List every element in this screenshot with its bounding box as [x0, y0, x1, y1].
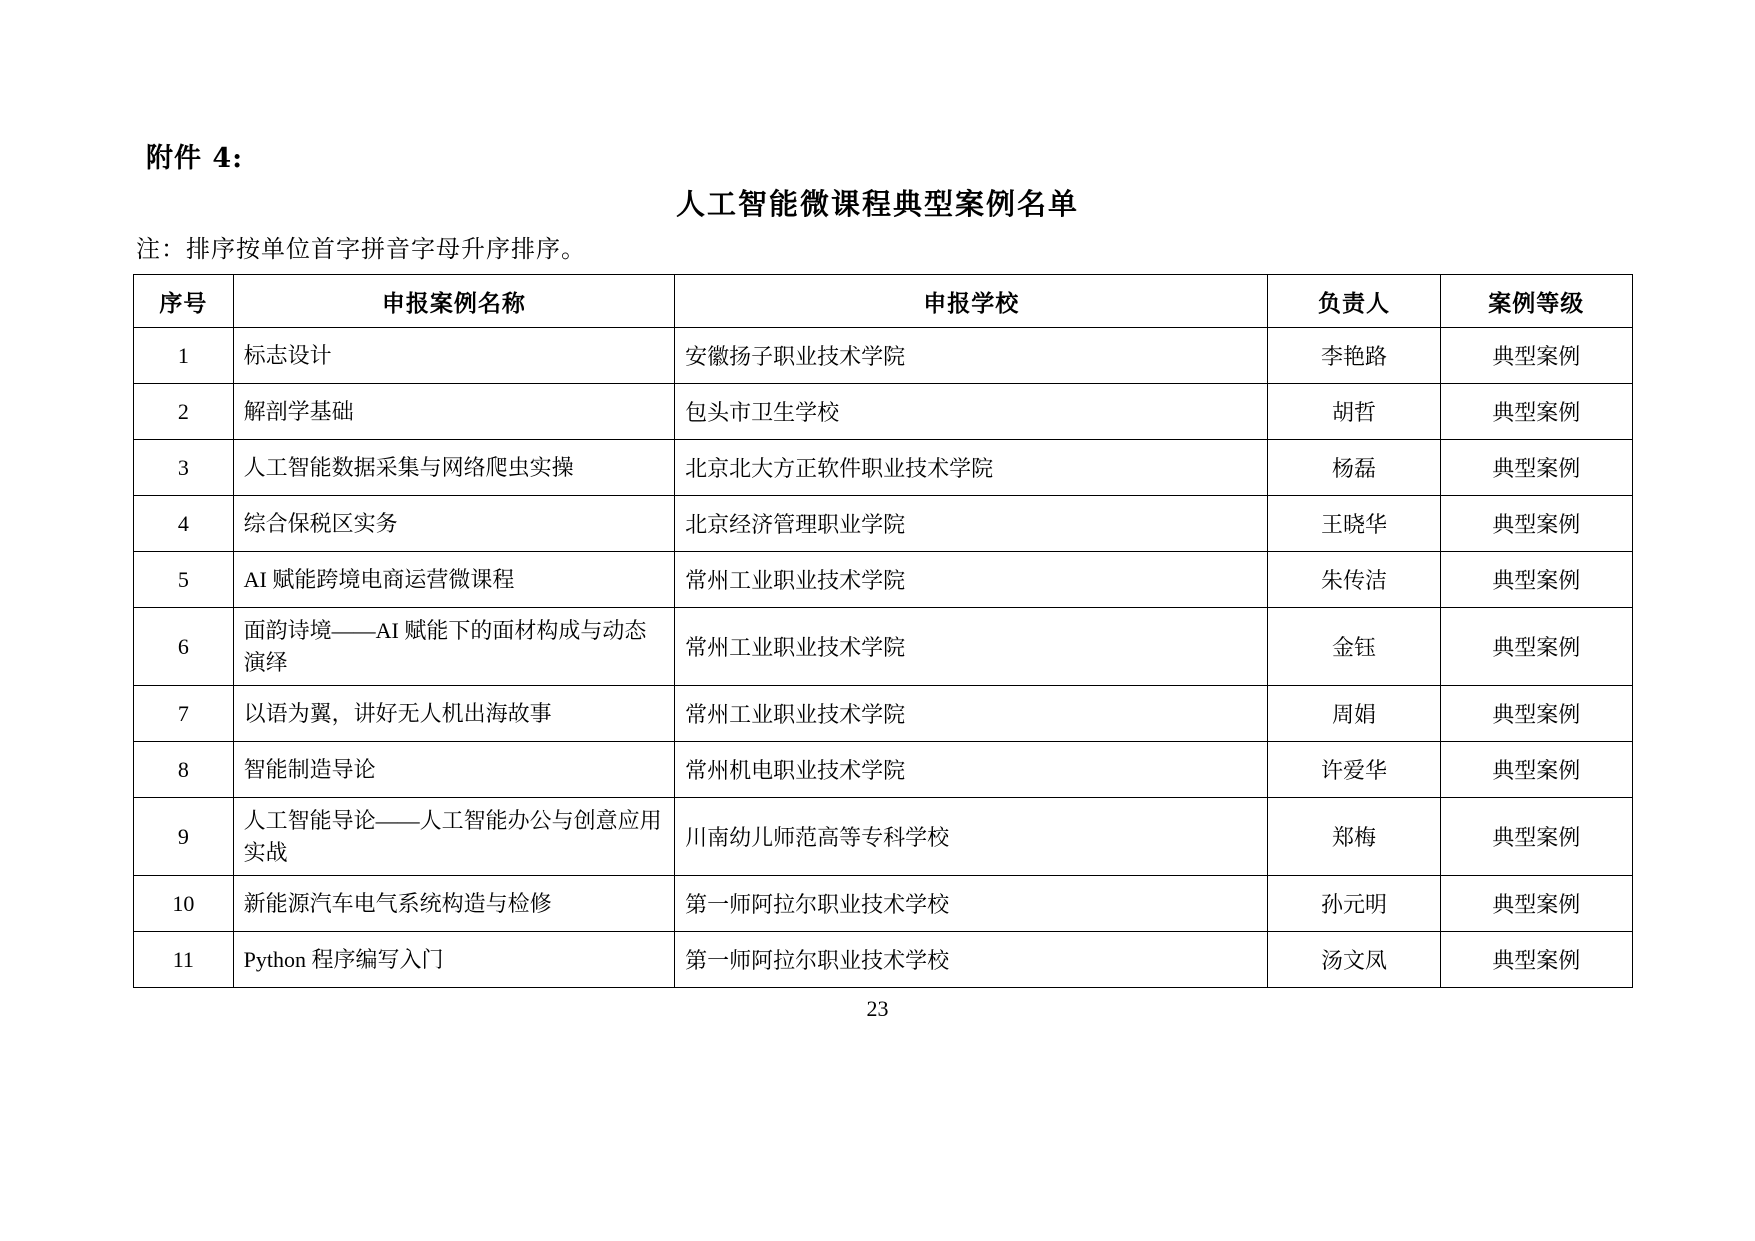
cell-case-name: 新能源汽车电气系统构造与检修	[233, 876, 675, 932]
cell-case-name: AI 赋能跨境电商运营微课程	[233, 552, 675, 608]
cell-school: 常州工业职业技术学院	[675, 552, 1268, 608]
cell-index: 6	[134, 608, 234, 686]
table-header	[134, 275, 1633, 328]
table-body	[134, 328, 1633, 988]
cell-level: 典型案例	[1440, 552, 1633, 608]
cell-index: 10	[134, 876, 234, 932]
cell-school: 常州工业职业技术学院	[675, 686, 1268, 742]
cell-school: 北京北大方正软件职业技术学院	[675, 440, 1268, 496]
cell-case-name: Python 程序编写入门	[233, 932, 675, 988]
cell-person: 金钰	[1268, 608, 1440, 686]
cell-case-name: 智能制造导论	[233, 742, 675, 798]
cell-case-name: 人工智能数据采集与网络爬虫实操	[233, 440, 675, 496]
cell-school: 常州工业职业技术学院	[675, 608, 1268, 686]
table-row	[134, 876, 1633, 932]
cell-index: 4	[134, 496, 234, 552]
cell-case-name: 面韵诗境——AI 赋能下的面材构成与动态演绎	[233, 608, 675, 686]
cell-index: 2	[134, 384, 234, 440]
table-row	[134, 742, 1633, 798]
sorting-note: 注：排序按单位首字拼音字母升序排序。	[136, 235, 586, 263]
case-list-table	[133, 274, 1633, 988]
cell-person: 杨磊	[1268, 440, 1440, 496]
cell-person: 孙元明	[1268, 876, 1440, 932]
header-school: 申报学校	[675, 275, 1268, 328]
cell-level: 典型案例	[1440, 384, 1633, 440]
table-row	[134, 798, 1633, 876]
cell-person: 朱传洁	[1268, 552, 1440, 608]
table-row	[134, 328, 1633, 384]
cell-index: 1	[134, 328, 234, 384]
cell-school: 安徽扬子职业技术学院	[675, 328, 1268, 384]
cell-school: 川南幼儿师范高等专科学校	[675, 798, 1268, 876]
cell-case-name: 解剖学基础	[233, 384, 675, 440]
cell-level: 典型案例	[1440, 686, 1633, 742]
header-case-name: 申报案例名称	[233, 275, 675, 328]
cell-case-name: 以语为翼，讲好无人机出海故事	[233, 686, 675, 742]
cell-school: 常州机电职业技术学院	[675, 742, 1268, 798]
cell-index: 5	[134, 552, 234, 608]
header-level: 案例等级	[1440, 275, 1633, 328]
attachment-label: 附件 4:	[146, 143, 244, 174]
cell-level: 典型案例	[1440, 798, 1633, 876]
cell-level: 典型案例	[1440, 742, 1633, 798]
cell-case-name: 标志设计	[233, 328, 675, 384]
cell-person: 周娟	[1268, 686, 1440, 742]
cell-person: 汤文凤	[1268, 932, 1440, 988]
cell-person: 李艳路	[1268, 328, 1440, 384]
table-row	[134, 496, 1633, 552]
cell-index: 7	[134, 686, 234, 742]
cell-level: 典型案例	[1440, 876, 1633, 932]
table-row	[134, 932, 1633, 988]
cell-school: 第一师阿拉尔职业技术学校	[675, 876, 1268, 932]
table-row	[134, 686, 1633, 742]
cell-case-name: 综合保税区实务	[233, 496, 675, 552]
table-row	[134, 552, 1633, 608]
cell-person: 许爱华	[1268, 742, 1440, 798]
cell-level: 典型案例	[1440, 496, 1633, 552]
cell-level: 典型案例	[1440, 932, 1633, 988]
cell-person: 王晓华	[1268, 496, 1440, 552]
table-header-row	[134, 275, 1633, 328]
cell-school: 北京经济管理职业学院	[675, 496, 1268, 552]
cell-index: 3	[134, 440, 234, 496]
cell-index: 9	[134, 798, 234, 876]
cell-school: 包头市卫生学校	[675, 384, 1268, 440]
header-index: 序号	[134, 275, 234, 328]
cell-index: 8	[134, 742, 234, 798]
table-row	[134, 608, 1633, 686]
cell-level: 典型案例	[1440, 608, 1633, 686]
page-number: 23	[866, 996, 889, 1021]
cell-person: 胡哲	[1268, 384, 1440, 440]
cell-index: 11	[134, 932, 234, 988]
cell-level: 典型案例	[1440, 328, 1633, 384]
cell-person: 郑梅	[1268, 798, 1440, 876]
table-row	[134, 440, 1633, 496]
table-row	[134, 384, 1633, 440]
header-person: 负责人	[1268, 275, 1440, 328]
cell-school: 第一师阿拉尔职业技术学校	[675, 932, 1268, 988]
cell-case-name: 人工智能导论——人工智能办公与创意应用实战	[233, 798, 675, 876]
page-title: 人工智能微课程典型案例名单	[675, 187, 1079, 221]
cell-level: 典型案例	[1440, 440, 1633, 496]
